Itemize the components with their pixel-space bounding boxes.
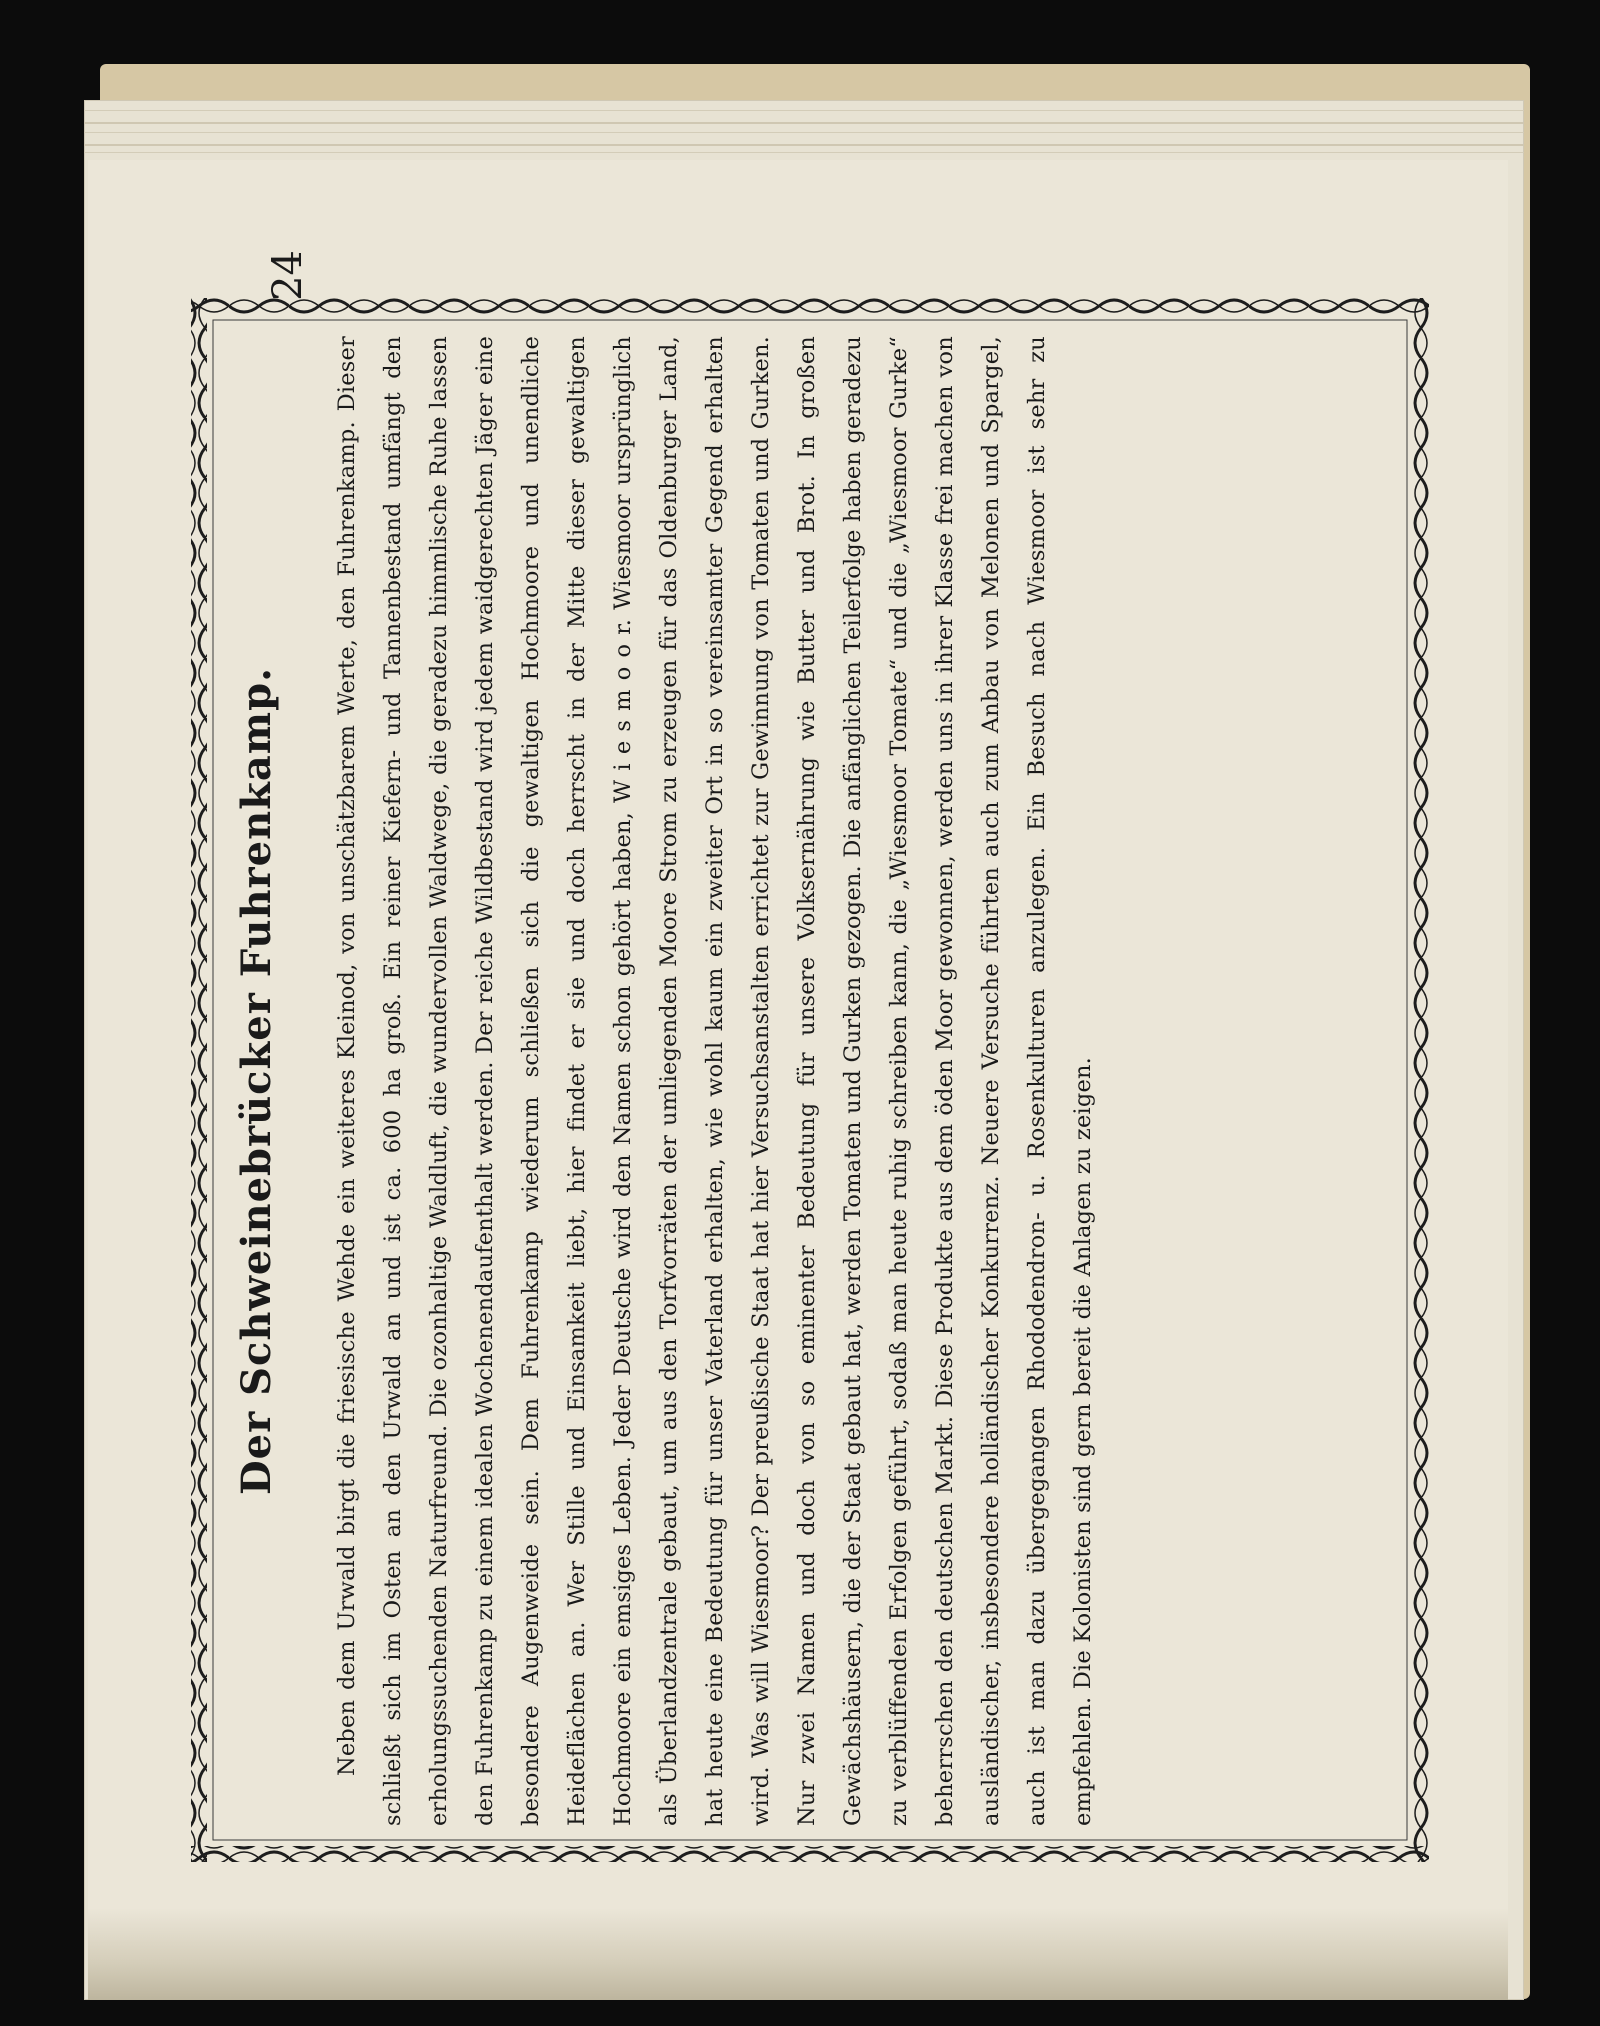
- page-number: 24: [265, 250, 311, 301]
- article-title: Der Schweinebrücker Fuhrenkamp.: [233, 666, 280, 1496]
- page-edge-line: [84, 110, 1524, 111]
- printed-page-area: [175, 250, 1445, 1880]
- article-body: Neben dem Urwald birgt die friesische Wehde ein weiteres Kleinod, von unschätzbarem Werte, den Fuhrenkamp. Dieser schließt sich im Osten an den Urwald an und ist ca. 600 ha groß. Ein reiner Kiefern- und Tannenbestand umfängt den erholungssuchenden Naturfreund. Die ozonhaltige Waldluft, die wundervollen Waldwege, die geradezu himmlische Ruhe lassen den Fuhrenkamp zu einem idealen Wochenendaufenthalt werden. Der reiche Wildbestand wird jedem waidgerechten Jäger eine besondere Augenweide sein. Dem Fuhrenkamp wiederum schließen sich die gewaltigen Hochmoore und unendliche Heideflächen an. Wer Stille und Einsamkeit liebt, hier findet er sie und doch herrscht in der Mitte dieser gewaltigen Hochmoore ein emsiges Leben. Jeder Deutsche wird den Namen schon gehört haben, W i e s m o o r. Wiesmoor ursprünglich als Überlandzentrale gebaut, um aus den Torfvorräten der umliegenden Moore Strom zu erzeugen für das Oldenburger Land, hat heute eine Bedeutung für unser Vaterland erhalten, wie wohl kaum ein zweiter Ort in so vereinsamter Gegend erhalten wird. Was will Wiesmoor? Der preußische Staat hat hier Versuchsanstalten errichtet zur Gewinnung von Tomaten und Gurken. Nur zwei Namen und doch von so eminenter Bedeutung für unsere Volksernährung wie Butter und Brot. In großen Gewächshäusern, die der Staat gebaut hat, werden Tomaten und Gurken gezogen. Die anfänglichen Teilerfolge haben geradezu zu verblüffenden Erfolgen geführt, sodaß man heute ruhig schreiben kann, die „Wiesmoor Tomate“ und die „Wiesmoor Gurke“ beherrschen den deutschen Markt. Diese Produkte aus dem öden Moor gewonnen, werden uns in ihrer Klasse frei machen von ausländischer, insbesondere holländischer Konkurrenz. Neuere Versuche führten auch zum Anbau von Melonen und Spargel, auch ist man dazu übergegangen Rhododendron- u. Rosenkulturen anzulegen. Ein Besuch nach Wiesmoor ist sehr zu empfehlen. Die Kolonisten sind gern bereit die Anlagen zu zeigen.: [334, 336, 1096, 1826]
- book-gutter: [88, 1908, 1508, 2000]
- article-content: [233, 336, 1393, 1826]
- page-edge-line: [84, 132, 1524, 133]
- rotated-page-content: [175, 250, 1445, 1880]
- page-edge-line: [84, 152, 1524, 153]
